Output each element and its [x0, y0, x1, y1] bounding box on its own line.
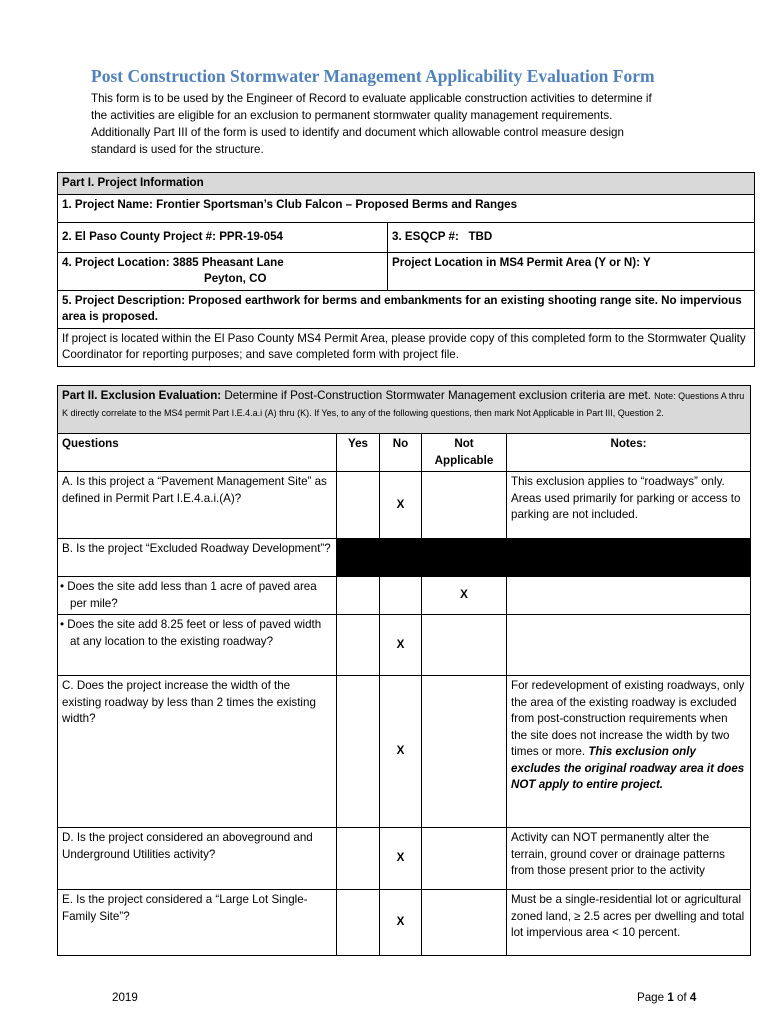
project-name: 1. Project Name: Frontier Sportsman’s Club Falcon – Proposed Berms and Ranges	[58, 194, 755, 222]
blackout-cell	[380, 539, 422, 577]
intro-paragraph	[91, 90, 721, 158]
ms4-instructions: If project is located within the El Paso County MS4 Permit Area, please provide copy of this completed form to the Stormwater Quality Coordinator for reporting purposes; and save completed form with project file.	[58, 328, 755, 366]
question-c: C. Does the project increase the width of the existing roadway by less than 2 times the existing width?	[58, 676, 337, 828]
column-header-not-applicable: Not Applicable	[422, 434, 507, 472]
footer-year: 2019	[112, 991, 138, 1004]
notes-c	[507, 676, 751, 828]
answer-yes-b1	[337, 577, 380, 615]
notes-b2	[507, 615, 751, 676]
answer-no-c: X	[380, 676, 422, 828]
blackout-cell	[422, 539, 507, 577]
answer-no-b2: X	[380, 615, 422, 676]
project-location-line1: 4. Project Location: 3885 Pheasant Lane	[62, 255, 284, 269]
notes-a: This exclusion applies to “roadways” only. Areas used primarily for parking or access to parking are not included.	[507, 472, 751, 539]
question-b2-text: Does the site add 8.25 feet or less of paved width at any location to the existing roadway?	[67, 618, 322, 648]
question-b1: • Does the site add less than 1 acre of paved area per mile?	[58, 577, 337, 615]
answer-yes-c	[337, 676, 380, 828]
project-description: 5. Project Description: Proposed earthwork for berms and embankments for an existing shooting range site. No impervious area is proposed.	[58, 290, 755, 328]
page-number	[637, 991, 696, 1004]
answer-na-a	[422, 472, 507, 539]
question-a: A. Is this project a “Pavement Management Site” as defined in Permit Part I.E.4.a.i.(A)?	[58, 472, 337, 539]
notes-e: Must be a single-residential lot or agricultural zoned land, ≥ 2.5 acres per dwelling and total lot impervious area < 10 percent.	[507, 890, 751, 956]
answer-yes-b2	[337, 615, 380, 676]
question-b: B. Is the project “Excluded Roadway Development”?	[58, 539, 337, 577]
answer-yes-a	[337, 472, 380, 539]
blackout-cell	[337, 539, 380, 577]
column-header-questions: Questions	[58, 434, 337, 472]
part1-table	[57, 172, 755, 367]
intro-line: standard is used for the structure.	[91, 143, 264, 156]
answer-no-e: X	[380, 890, 422, 956]
answer-na-d	[422, 828, 507, 890]
notes-c-emphasis: This exclusion only excludes the original roadway area it does NOT apply to entire project.	[511, 745, 745, 791]
part2-header-title: Part II. Exclusion Evaluation:	[62, 389, 222, 402]
column-header-notes: Notes:	[507, 434, 751, 472]
question-b2: • Does the site add 8.25 feet or less of paved width at any location to the existing roadway?	[58, 615, 337, 676]
esqcp-number: 3. ESQCP #: TBD	[388, 222, 755, 252]
part2-header	[58, 386, 751, 434]
page-prefix: Page	[637, 991, 668, 1004]
form-title: Post Construction Stormwater Management Applicability Evaluation Form	[91, 66, 655, 86]
intro-line: Additionally Part III of the form is used to identify and document which allowable control measure design	[91, 126, 624, 139]
county-project-number: 2. El Paso County Project #: PPR-19-054	[58, 222, 388, 252]
part2-header-text: Determine if Post-Construction Stormwater Management exclusion criteria are met.	[221, 389, 651, 402]
notes-b1	[507, 577, 751, 615]
part2-header-note: Note: Questions A thru K directly correlate to the MS4 permit Part I.E.4.a.i (A) thru (K). If Yes, to any of the following questions, then mark Not Applicable in Part III, Question 2.	[62, 391, 745, 418]
answer-no-d: X	[380, 828, 422, 890]
question-e: E. Is the project considered a “Large Lot Single-Family Site”?	[58, 890, 337, 956]
question-b1-text: Does the site add less than 1 acre of paved area per mile?	[67, 580, 317, 610]
column-header-yes: Yes	[337, 434, 380, 472]
question-d: D. Is the project considered an aboveground and Underground Utilities activity?	[58, 828, 337, 890]
page-of: of	[673, 991, 690, 1004]
intro-line: This form is to be used by the Engineer of Record to evaluate applicable construction activities to determine if	[91, 92, 652, 105]
answer-no-a: X	[380, 472, 422, 539]
part1-header: Part I. Project Information	[58, 173, 755, 195]
page-current: 1	[667, 991, 674, 1004]
answer-na-c	[422, 676, 507, 828]
page-total: 4	[689, 991, 697, 1004]
answer-yes-d	[337, 828, 380, 890]
project-location-line2: Peyton, CO	[204, 272, 267, 285]
ms4-permit-area: Project Location in MS4 Permit Area (Y or N): Y	[388, 252, 755, 290]
answer-na-b1: X	[422, 577, 507, 615]
part2-table	[57, 385, 751, 956]
answer-no-b1	[380, 577, 422, 615]
notes-d: Activity can NOT permanently alter the terrain, ground cover or drainage patterns from those present prior to the activity	[507, 828, 751, 890]
answer-yes-e	[337, 890, 380, 956]
column-header-no: No	[380, 434, 422, 472]
answer-na-b2	[422, 615, 507, 676]
project-location	[58, 252, 388, 290]
answer-na-e	[422, 890, 507, 956]
notes-c-text: For redevelopment of existing roadways, only the area of the existing roadway is excluded from post-construction requirements when the site does not increase the width by two times or more.	[511, 679, 745, 758]
blackout-cell	[507, 539, 751, 577]
intro-line: the activities are eligible for an exclusion to permanent stormwater quality management requirements.	[91, 109, 613, 122]
